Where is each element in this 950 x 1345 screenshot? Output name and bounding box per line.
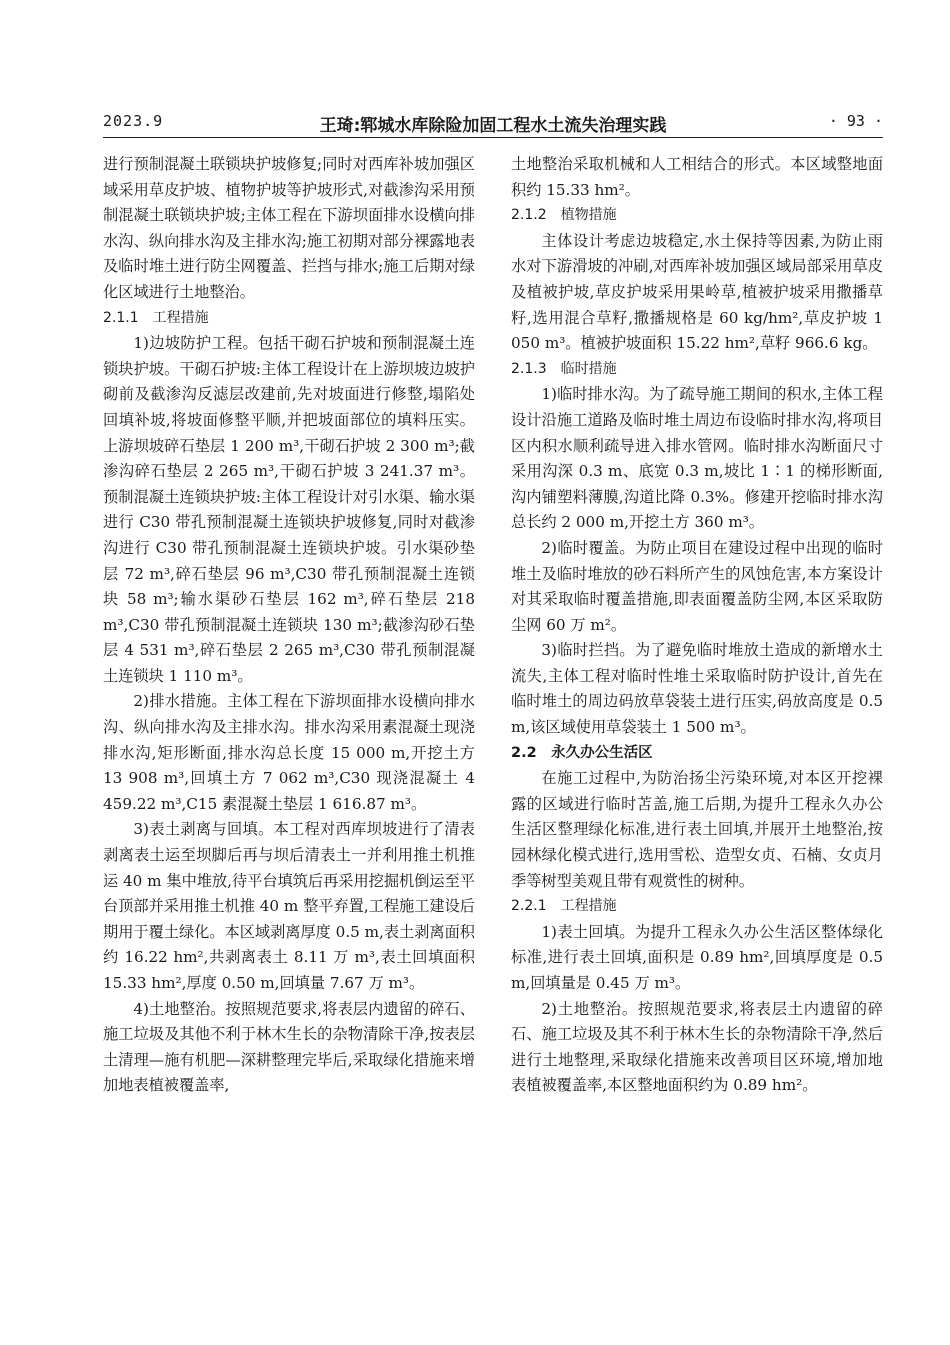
header-divider (103, 137, 883, 138)
paragraph: 2)土地整治。按照规范要求,将表层土内遗留的碎石、施工垃圾及其不利于林木生长的杂物清除干净,然后进行土地整理,采取绿化措施来改善项目区环境,增加地表植被覆盖率,本区整地面积约为 0.89 hm²。 (511, 999, 883, 1095)
paragraph: 2)排水措施。主体工程在下游坝面排水设横向排水沟、纵向排水沟及主排水沟。排水沟采用素混凝土现浇排水沟,矩形断面,排水沟总长度 15 000 m,开挖土方 13 908 m³,回填土方 7 062 m³,C30 现浇混凝土 4 459.22 m³,C15 素混凝土垫层 1 616.87 m³。 (103, 692, 475, 813)
paragraph: 1)临时排水沟。为了疏导施工期间的积水,主体工程设计沿施工道路及临时堆土周边布设临时排水沟,将项目区内积水顺利疏导进入排水管网。临时排水沟断面尺寸采用沟深 0.3 m、底宽 0.3 m,坡比 1∶1 的梯形断面,沟内铺塑料薄膜,沟道比降 0.3%。修建开挖临时排水沟总长约 2 000 m,开挖土方 360 m³。 (511, 385, 883, 532)
running-title: 王琦:郓城水库除险加固工程水土流失治理实践 (319, 116, 667, 136)
subsection-heading-2-1-3: 2.1.3 临时措施 (511, 360, 617, 377)
page-number: · 93 · (828, 112, 883, 130)
paragraph: 在施工过程中,为防治扬尘污染环境,对本区开挖裸露的区域进行临时苫盖,施工后期,为提升工程永久办公生活区整理绿化标准,进行表土回填,并展开土地整治,按园林绿化模式进行,选用雪松、造型女贞、石楠、女贞月季等树型美观且带有观赏性的树种。 (511, 769, 883, 890)
paragraph: 3)表土剥离与回填。本工程对西库坝坡进行了清表剥离表土运至坝脚后再与坝后清表土一并利用推土机推运 40 m 集中堆放,待平台填筑后再采用挖掘机倒运至平台顶部并采用推土机推 40 m 整平弃置,工程施工建设后期用于覆土绿化。本区域剥离厚度 0.5 m,表土剥离面积约 16.22 hm²,共剥离表土 8.11 万 m³,表土回填面积 15.33 hm²,厚度 0.50 m,回填量 7.67 万 m³。 (103, 820, 475, 992)
right-column (511, 152, 883, 1099)
section-heading-2-2: 2.2 永久办公生活区 (511, 744, 653, 761)
paragraph: 3)临时拦挡。为了避免临时堆放土造成的新增水土流失,主体工程对临时性堆土采取临时防护设计,首先在临时堆土的周边码放草袋装土进行压实,码放高度是 0.5 m,该区域使用草袋装土 1 500 m³。 (511, 641, 883, 737)
paragraph: 进行预制混凝土联锁块护坡修复;同时对西库补坡加强区域采用草皮护坡、植物护坡等护坡形式,对截渗沟采用预制混凝土联锁块护坡;主体工程在下游坝面排水设横向排水沟、纵向排水沟及主排水沟;施工初期对部分裸露地表及临时堆土进行防尘网覆盖、拦挡与排水;施工后期对绿化区域进行土地整治。 (103, 155, 475, 301)
paragraph: 1)边坡防护工程。包括干砌石护坡和预制混凝土连锁块护坡。干砌石护坡:主体工程设计在上游坝坡边坡护砌前及截渗沟反滤层改建前,先对坡面进行修整,塌陷处回填补坡,将坡面修整平顺,并把坡面部位的填料压实。上游坝坡碎石垫层 1 200 m³,干砌石护坡 2 300 m³;截渗沟碎石垫层 2 265 m³,干砌石护坡 3 241.37 m³。预制混凝土连锁块护坡:主体工程设计对引水渠、输水渠进行 C30 带孔预制混凝土连锁块护坡修复,同时对截渗沟进行 C30 带孔预制混凝土连锁块护坡。引水渠砂垫层 72 m³,碎石垫层 96 m³,C30 带孔预制混凝土连锁块 58 m³;输水渠砂石垫层 162 m³,碎石垫层 218 m³,C30 带孔预制混凝土连锁块 130 m³;截渗沟砂石垫层 4 531 m³,碎石垫层 2 265 m³,C30 带孔预制混凝土连锁块 1 110 m³。 (103, 334, 475, 685)
left-column (103, 152, 475, 1099)
paragraph: 4)土地整治。按照规范要求,将表层内遗留的碎石、施工垃圾及其他不利于林木生长的杂物清除干净,按表层土清理—施有机肥—深耕整理完毕后,采取绿化措施来增加地表植被覆盖率, (103, 999, 475, 1095)
paragraph: 土地整治采取机械和人工相结合的形式。本区域整地面积约 15.33 hm²。 (511, 155, 883, 199)
paragraph: 2)临时覆盖。为防止项目在建设过程中出现的临时堆土及临时堆放的砂石料所产生的风蚀危害,本方案设计对其采取临时覆盖措施,即表面覆盖防尘网,本区采取防尘网 60 万 m²。 (511, 538, 883, 634)
page-header (103, 108, 883, 136)
subsection-heading-2-2-1: 2.2.1 工程措施 (511, 898, 617, 915)
subsection-heading-2-1-2: 2.1.2 植物措施 (511, 207, 617, 224)
paragraph: 1)表土回填。为提升工程永久办公生活区整体绿化标准,进行表土回填,面积是 0.89 hm²,回填厚度是 0.5 m,回填量是 0.45 万 m³。 (511, 922, 883, 992)
subsection-heading-2-1-1: 2.1.1 工程措施 (103, 309, 209, 326)
paragraph: 主体设计考虑边坡稳定,水土保持等因素,为防止雨水对下游滑坡的冲刷,对西库补坡加强区域局部采用草皮及植被护坡,草皮护坡采用果岭草,植被护坡采用撒播草籽,选用混合草籽,撒播规格是 60 kg/hm²,草皮护坡 1 050 m³。植被护坡面积 15.22 hm²,草籽 966.6 kg。 (511, 231, 883, 353)
issue-date: 2023.9 (103, 112, 164, 130)
